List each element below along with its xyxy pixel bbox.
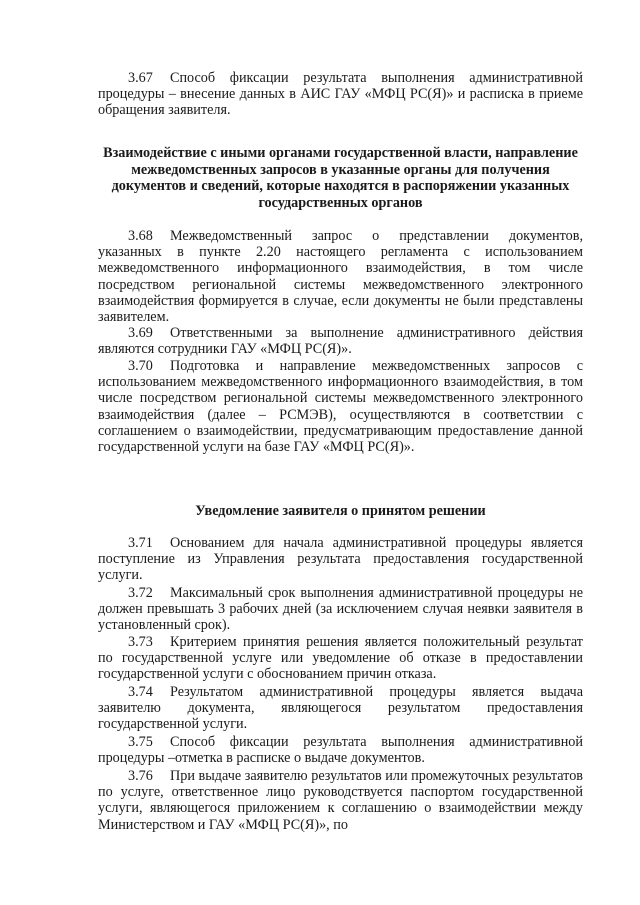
paragraph-text: Ответственными за выполнение административного действия являются сотрудники ГАУ «МФЦ РС(Я)». xyxy=(98,325,583,358)
section-heading-interaction: Взаимодействие с иными органами государственной власти, направление межведомственных запросов в указанные органы для получения документов и сведений, которые находятся в распоряжении указанных государственных органов xyxy=(103,145,578,211)
paragraph-3-67 xyxy=(98,70,583,119)
paragraph-3-71 xyxy=(98,535,583,584)
paragraph-text: Основанием для начала административной процедуры является поступление из Управления результата предоставления государственной услуги. xyxy=(98,535,583,584)
paragraph-3-69 xyxy=(98,325,583,357)
paragraph-text: Способ фиксации результата выполнения административной процедуры –отметка в расписке о выдаче документов. xyxy=(98,734,583,767)
paragraph-number: 3.67 xyxy=(128,70,153,86)
paragraph-number: 3.71 xyxy=(128,535,153,551)
paragraph-3-75 xyxy=(98,734,583,766)
paragraph-number: 3.75 xyxy=(128,734,153,750)
paragraph-text: Межведомственный запрос о представлении документов, указанных в пункте 2.20 настоящего регламента с использованием межведомственного информационного взаимодействия, в том числе посредством региональной системы межведомственного электронного взаимодействия формируется в случае, если документы не были представлены заявителем. xyxy=(98,228,583,326)
paragraph-text: При выдаче заявителю результатов или промежуточных результатов по услуге, ответственное лицо руководствуется паспортом государственной услуги, являющегося приложением к соглашению о взаимодействии между Министерством и ГАУ «МФЦ РС(Я)», по xyxy=(98,768,583,833)
paragraph-text: Критерием принятия решения является положительный результат по государственной услуге или уведомление об отказе в предоставлении государственной услуги с обоснованием причин отказа. xyxy=(98,634,583,683)
paragraph-number: 3.72 xyxy=(128,585,153,601)
paragraph-text: Максимальный срок выполнения административной процедуры не должен превышать 3 рабочих дней (за исключением случая неявки заявителя в установленный срок). xyxy=(98,585,583,634)
paragraph-3-70 xyxy=(98,358,583,455)
paragraph-number: 3.69 xyxy=(128,325,153,341)
paragraph-number: 3.73 xyxy=(128,634,153,650)
paragraph-number: 3.68 xyxy=(128,228,153,244)
paragraph-3-74 xyxy=(98,684,583,733)
paragraph-text: Подготовка и направление межведомственных запросов с использованием межведомственного информационного взаимодействия, в том числе посредством региональной системы межведомственного электронного взаимодействия (далее – РСМЭВ), осуществляются в соответствии с соглашением о взаимодействии, предусматривающим предоставление данной государственной услуги на базе ГАУ «МФЦ РС(Я)». xyxy=(98,358,583,456)
paragraph-3-68 xyxy=(98,228,583,325)
section-heading-notification: Уведомление заявителя о принятом решении xyxy=(195,503,486,519)
paragraph-3-73 xyxy=(98,634,583,683)
paragraph-number: 3.74 xyxy=(128,684,153,700)
paragraph-text: Способ фиксации результата выполнения административной процедуры – внесение данных в АИС ГАУ «МФЦ РС(Я)» и расписка в приеме обращения заявителя. xyxy=(98,70,583,119)
paragraph-number: 3.70 xyxy=(128,358,153,374)
paragraph-text: Результатом административной процедуры является выдача заявителю документа, являющегося результатом предоставления государственной услуги. xyxy=(98,684,583,733)
paragraph-number: 3.76 xyxy=(128,768,153,784)
paragraph-3-72 xyxy=(98,585,583,634)
paragraph-3-76 xyxy=(98,768,583,833)
